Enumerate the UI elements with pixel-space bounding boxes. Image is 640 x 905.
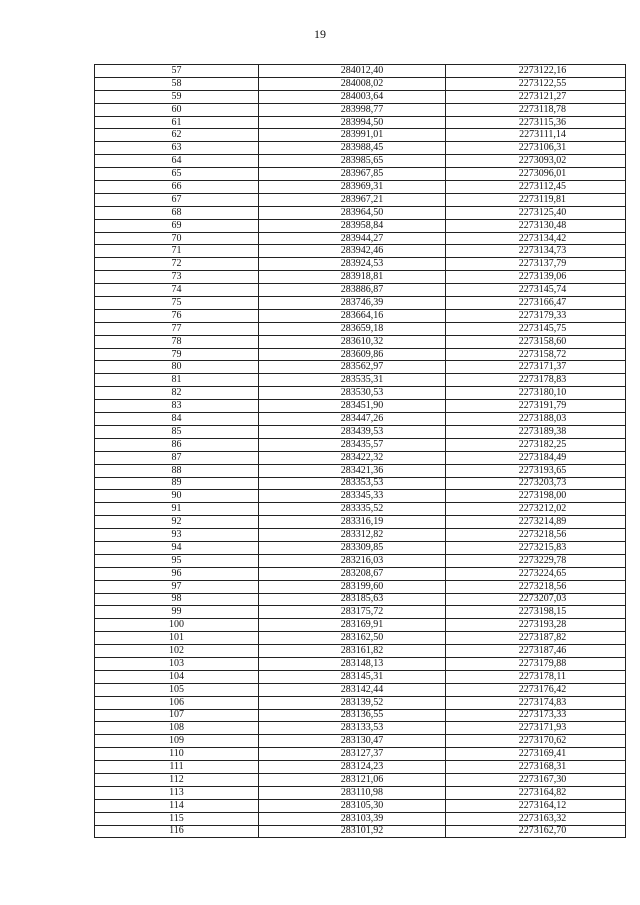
point-number-cell: 69 [95,219,259,232]
x-coordinate-cell: 283162,50 [259,632,446,645]
y-coordinate-cell: 2273158,72 [446,348,626,361]
point-number-cell: 110 [95,748,259,761]
point-number-cell: 61 [95,116,259,129]
x-coordinate-cell: 283101,92 [259,825,446,838]
table-row [95,606,626,619]
y-coordinate-cell: 2273158,60 [446,335,626,348]
y-coordinate-cell: 2273122,16 [446,65,626,78]
table-row [95,748,626,761]
point-number-cell: 83 [95,400,259,413]
x-coordinate-cell: 283335,52 [259,503,446,516]
y-coordinate-cell: 2273203,73 [446,477,626,490]
y-coordinate-cell: 2273229,78 [446,554,626,567]
table-row [95,451,626,464]
y-coordinate-cell: 2273218,56 [446,529,626,542]
y-coordinate-cell: 2273096,01 [446,168,626,181]
table-row [95,425,626,438]
x-coordinate-cell: 283967,85 [259,168,446,181]
x-coordinate-cell: 283199,60 [259,580,446,593]
table-row [95,554,626,567]
point-number-cell: 92 [95,516,259,529]
x-coordinate-cell: 283309,85 [259,541,446,554]
y-coordinate-cell: 2273171,93 [446,722,626,735]
table-row [95,490,626,503]
x-coordinate-cell: 283942,46 [259,245,446,258]
x-coordinate-cell: 283439,53 [259,425,446,438]
table-row [95,645,626,658]
table-row [95,619,626,632]
table-row [95,103,626,116]
y-coordinate-cell: 2273173,33 [446,709,626,722]
y-coordinate-cell: 2273106,31 [446,142,626,155]
x-coordinate-cell: 283535,31 [259,374,446,387]
y-coordinate-cell: 2273178,11 [446,670,626,683]
point-number-cell: 107 [95,709,259,722]
y-coordinate-cell: 2273115,36 [446,116,626,129]
table-row [95,503,626,516]
x-coordinate-cell: 283610,32 [259,335,446,348]
y-coordinate-cell: 2273180,10 [446,387,626,400]
table-row [95,168,626,181]
point-number-cell: 111 [95,761,259,774]
y-coordinate-cell: 2273187,46 [446,645,626,658]
table-row [95,761,626,774]
coordinates-table [94,64,626,838]
y-coordinate-cell: 2273163,32 [446,812,626,825]
point-number-cell: 84 [95,413,259,426]
table-row [95,284,626,297]
table-row [95,400,626,413]
y-coordinate-cell: 2273111,14 [446,129,626,142]
y-coordinate-cell: 2273218,56 [446,580,626,593]
y-coordinate-cell: 2273125,40 [446,206,626,219]
table-row [95,77,626,90]
x-coordinate-cell: 283161,82 [259,645,446,658]
y-coordinate-cell: 2273184,49 [446,451,626,464]
point-number-cell: 64 [95,155,259,168]
table-row [95,670,626,683]
table-row [95,245,626,258]
x-coordinate-cell: 283659,18 [259,322,446,335]
point-number-cell: 58 [95,77,259,90]
point-number-cell: 88 [95,464,259,477]
point-number-cell: 95 [95,554,259,567]
table-row [95,541,626,554]
point-number-cell: 96 [95,567,259,580]
x-coordinate-cell: 283991,01 [259,129,446,142]
x-coordinate-cell: 283175,72 [259,606,446,619]
x-coordinate-cell: 283964,50 [259,206,446,219]
point-number-cell: 100 [95,619,259,632]
y-coordinate-cell: 2273207,03 [446,593,626,606]
point-number-cell: 91 [95,503,259,516]
point-number-cell: 71 [95,245,259,258]
point-number-cell: 75 [95,297,259,310]
table-row [95,348,626,361]
x-coordinate-cell: 283985,65 [259,155,446,168]
x-coordinate-cell: 284008,02 [259,77,446,90]
x-coordinate-cell: 283988,45 [259,142,446,155]
table-row [95,322,626,335]
table-row [95,477,626,490]
table-row [95,206,626,219]
y-coordinate-cell: 2273169,41 [446,748,626,761]
y-coordinate-cell: 2273188,03 [446,413,626,426]
x-coordinate-cell: 283994,50 [259,116,446,129]
x-coordinate-cell: 283316,19 [259,516,446,529]
table-row [95,116,626,129]
point-number-cell: 62 [95,129,259,142]
y-coordinate-cell: 2273119,81 [446,193,626,206]
table-row [95,142,626,155]
point-number-cell: 103 [95,657,259,670]
table-row [95,297,626,310]
table-row [95,258,626,271]
y-coordinate-cell: 2273171,37 [446,361,626,374]
x-coordinate-cell: 283967,21 [259,193,446,206]
table-row [95,580,626,593]
x-coordinate-cell: 283958,84 [259,219,446,232]
table-row [95,529,626,542]
y-coordinate-cell: 2273139,06 [446,271,626,284]
table-row [95,657,626,670]
point-number-cell: 57 [95,65,259,78]
x-coordinate-cell: 283130,47 [259,735,446,748]
y-coordinate-cell: 2273166,47 [446,297,626,310]
x-coordinate-cell: 283124,23 [259,761,446,774]
x-coordinate-cell: 283121,06 [259,773,446,786]
x-coordinate-cell: 283886,87 [259,284,446,297]
page-number: 19 [314,27,326,41]
x-coordinate-cell: 283139,52 [259,696,446,709]
point-number-cell: 93 [95,529,259,542]
table-row [95,516,626,529]
y-coordinate-cell: 2273122,55 [446,77,626,90]
table-row [95,65,626,78]
point-number-cell: 99 [95,606,259,619]
point-number-cell: 105 [95,683,259,696]
point-number-cell: 70 [95,232,259,245]
x-coordinate-cell: 283105,30 [259,799,446,812]
x-coordinate-cell: 283142,44 [259,683,446,696]
point-number-cell: 115 [95,812,259,825]
table-row [95,335,626,348]
table-row [95,722,626,735]
point-number-cell: 79 [95,348,259,361]
point-number-cell: 102 [95,645,259,658]
y-coordinate-cell: 2273179,33 [446,309,626,322]
point-number-cell: 113 [95,786,259,799]
point-number-cell: 94 [95,541,259,554]
x-coordinate-cell: 283746,39 [259,297,446,310]
table-row [95,387,626,400]
y-coordinate-cell: 2273193,28 [446,619,626,632]
x-coordinate-cell: 283447,26 [259,413,446,426]
point-number-cell: 112 [95,773,259,786]
table-row [95,413,626,426]
point-number-cell: 65 [95,168,259,181]
point-number-cell: 72 [95,258,259,271]
y-coordinate-cell: 2273162,70 [446,825,626,838]
x-coordinate-cell: 284003,64 [259,90,446,103]
y-coordinate-cell: 2273212,02 [446,503,626,516]
table-row [95,735,626,748]
table-row [95,438,626,451]
table-row [95,632,626,645]
y-coordinate-cell: 2273121,27 [446,90,626,103]
table-row [95,786,626,799]
table-row [95,90,626,103]
y-coordinate-cell: 2273134,42 [446,232,626,245]
table-row [95,181,626,194]
point-number-cell: 89 [95,477,259,490]
table-row [95,464,626,477]
point-number-cell: 109 [95,735,259,748]
y-coordinate-cell: 2273198,00 [446,490,626,503]
point-number-cell: 76 [95,309,259,322]
point-number-cell: 104 [95,670,259,683]
x-coordinate-cell: 283103,39 [259,812,446,825]
y-coordinate-cell: 2273130,48 [446,219,626,232]
table-row [95,361,626,374]
y-coordinate-cell: 2273093,02 [446,155,626,168]
point-number-cell: 90 [95,490,259,503]
table-row [95,696,626,709]
x-coordinate-cell: 283664,16 [259,309,446,322]
y-coordinate-cell: 2273215,83 [446,541,626,554]
table-row [95,593,626,606]
x-coordinate-cell: 283110,98 [259,786,446,799]
point-number-cell: 108 [95,722,259,735]
table-row [95,309,626,322]
point-number-cell: 82 [95,387,259,400]
table-row [95,219,626,232]
y-coordinate-cell: 2273170,62 [446,735,626,748]
point-number-cell: 85 [95,425,259,438]
point-number-cell: 87 [95,451,259,464]
point-number-cell: 106 [95,696,259,709]
y-coordinate-cell: 2273189,38 [446,425,626,438]
point-number-cell: 59 [95,90,259,103]
x-coordinate-cell: 283216,03 [259,554,446,567]
table-row [95,825,626,838]
point-number-cell: 68 [95,206,259,219]
y-coordinate-cell: 2273168,31 [446,761,626,774]
y-coordinate-cell: 2273164,82 [446,786,626,799]
y-coordinate-cell: 2273187,82 [446,632,626,645]
x-coordinate-cell: 283422,32 [259,451,446,464]
x-coordinate-cell: 283530,53 [259,387,446,400]
point-number-cell: 77 [95,322,259,335]
point-number-cell: 98 [95,593,259,606]
table-row [95,232,626,245]
y-coordinate-cell: 2273193,65 [446,464,626,477]
y-coordinate-cell: 2273145,75 [446,322,626,335]
y-coordinate-cell: 2273224,65 [446,567,626,580]
x-coordinate-cell: 283208,67 [259,567,446,580]
x-coordinate-cell: 283145,31 [259,670,446,683]
y-coordinate-cell: 2273214,89 [446,516,626,529]
x-coordinate-cell: 283185,63 [259,593,446,606]
y-coordinate-cell: 2273174,83 [446,696,626,709]
y-coordinate-cell: 2273167,30 [446,773,626,786]
table-row [95,799,626,812]
table-row [95,271,626,284]
x-coordinate-cell: 283435,57 [259,438,446,451]
point-number-cell: 74 [95,284,259,297]
point-number-cell: 60 [95,103,259,116]
x-coordinate-cell: 283562,97 [259,361,446,374]
x-coordinate-cell: 283918,81 [259,271,446,284]
y-coordinate-cell: 2273178,83 [446,374,626,387]
x-coordinate-cell: 283127,37 [259,748,446,761]
table-row [95,374,626,387]
x-coordinate-cell: 283345,33 [259,490,446,503]
point-number-cell: 97 [95,580,259,593]
point-number-cell: 116 [95,825,259,838]
point-number-cell: 80 [95,361,259,374]
table-row [95,193,626,206]
y-coordinate-cell: 2273112,45 [446,181,626,194]
table-row [95,129,626,142]
y-coordinate-cell: 2273182,25 [446,438,626,451]
x-coordinate-cell: 283169,91 [259,619,446,632]
x-coordinate-cell: 283969,31 [259,181,446,194]
point-number-cell: 78 [95,335,259,348]
point-number-cell: 73 [95,271,259,284]
point-number-cell: 63 [95,142,259,155]
y-coordinate-cell: 2273179,88 [446,657,626,670]
x-coordinate-cell: 283353,53 [259,477,446,490]
point-number-cell: 81 [95,374,259,387]
x-coordinate-cell: 283421,36 [259,464,446,477]
point-number-cell: 66 [95,181,259,194]
y-coordinate-cell: 2273164,12 [446,799,626,812]
x-coordinate-cell: 283451,90 [259,400,446,413]
x-coordinate-cell: 284012,40 [259,65,446,78]
coordinates-table-body [95,65,626,838]
point-number-cell: 114 [95,799,259,812]
table-row [95,773,626,786]
y-coordinate-cell: 2273137,79 [446,258,626,271]
table-row [95,567,626,580]
y-coordinate-cell: 2273176,42 [446,683,626,696]
x-coordinate-cell: 283609,86 [259,348,446,361]
table-row [95,155,626,168]
x-coordinate-cell: 283312,82 [259,529,446,542]
x-coordinate-cell: 283133,53 [259,722,446,735]
x-coordinate-cell: 283924,53 [259,258,446,271]
x-coordinate-cell: 283148,13 [259,657,446,670]
point-number-cell: 86 [95,438,259,451]
y-coordinate-cell: 2273118,78 [446,103,626,116]
y-coordinate-cell: 2273198,15 [446,606,626,619]
table-row [95,683,626,696]
y-coordinate-cell: 2273145,74 [446,284,626,297]
x-coordinate-cell: 283136,55 [259,709,446,722]
y-coordinate-cell: 2273134,73 [446,245,626,258]
table-row [95,709,626,722]
point-number-cell: 67 [95,193,259,206]
x-coordinate-cell: 283998,77 [259,103,446,116]
table-row [95,812,626,825]
point-number-cell: 101 [95,632,259,645]
x-coordinate-cell: 283944,27 [259,232,446,245]
y-coordinate-cell: 2273191,79 [446,400,626,413]
